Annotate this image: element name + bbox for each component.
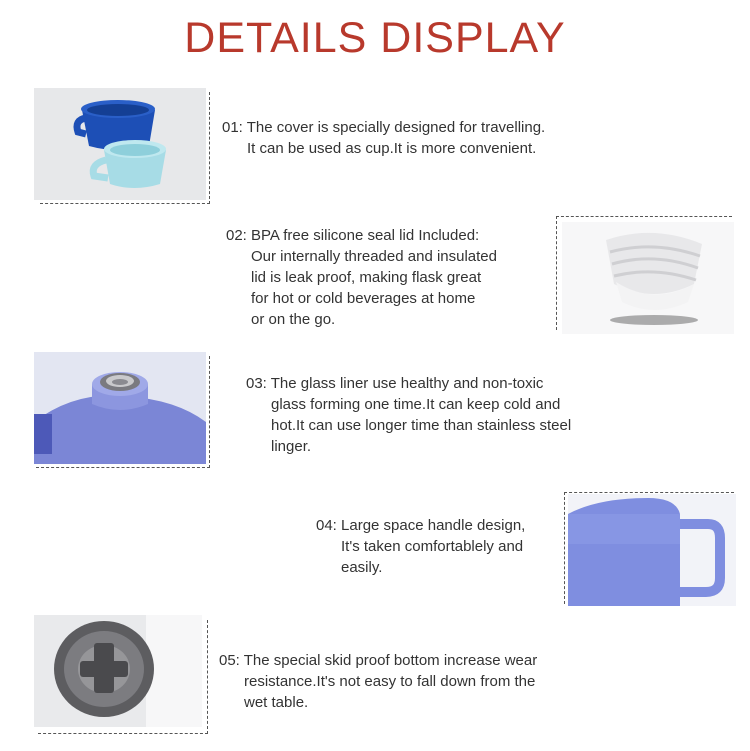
description-01 [222,117,545,159]
description-line: 04: Large space handle design, [316,517,526,534]
description-line: easily. [341,559,383,576]
description-line: 05: The special skid proof bottom increase wear [219,652,538,669]
description-line: or on the go. [251,311,336,328]
description-line: 01: The cover is specially designed for travelling. [222,119,546,136]
description-line: It's taken comfortablely and [341,538,524,555]
description-05 [219,650,537,713]
handle-image [568,494,736,606]
description-line: Our internally threaded and insulated [251,248,497,265]
description-line: 02: BPA free silicone seal lid Included: [226,227,480,244]
silicone-seal-lid-image [562,222,734,334]
description-line: resistance.It's not easy to fall down from the [244,673,536,690]
description-line: glass forming one time.It can keep cold and [271,396,561,413]
description-line: wet table. [244,694,309,711]
description-line: It can be used as cup.It is more convenient. [247,140,537,157]
description-line: lid is leak proof, making flask great [251,269,482,286]
page-title: DETAILS DISPLAY [184,14,566,62]
skid-proof-bottom-image [34,615,202,727]
description-line: for hot or cold beverages at home [251,290,476,307]
glass-liner-image [34,352,206,464]
description-02 [226,225,497,330]
description-03 [246,373,571,457]
description-line: hot.It can use longer time than stainless steel [271,417,572,434]
description-line: 03: The glass liner use healthy and non-toxic [246,375,544,392]
cups-cover-image [34,88,206,200]
description-04 [316,515,525,578]
description-line: linger. [271,438,312,455]
